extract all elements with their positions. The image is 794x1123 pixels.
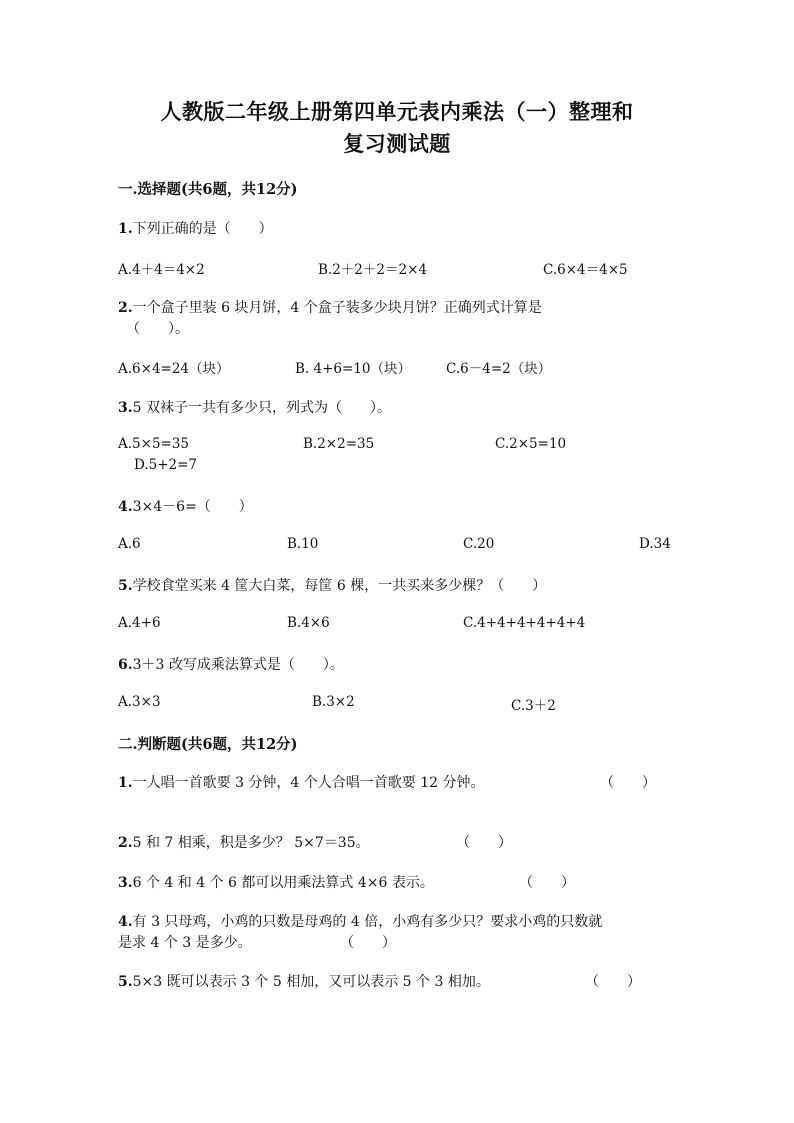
question-number: 3. bbox=[118, 400, 133, 416]
option-b[interactable]: B.2＋2＋2＝2×4 bbox=[318, 262, 427, 278]
section-heading: 二.判断题(共6题，共12分) bbox=[118, 736, 298, 753]
judge-question-3 bbox=[118, 872, 434, 892]
option-b[interactable]: B.4×6 bbox=[287, 615, 330, 631]
question-text: 学校食堂买来 4 筐大白菜，每筐 6 棵，一共买来多少棵？（ ） bbox=[132, 578, 547, 594]
option-c[interactable]: C.3＋2 bbox=[511, 698, 556, 714]
page-title: 人教版二年级上册第四单元表内乘法（一）整理和 bbox=[160, 99, 634, 124]
question-5 bbox=[118, 575, 546, 595]
question-number: 3. bbox=[118, 875, 133, 891]
option-d[interactable]: D.5+2=7 bbox=[134, 457, 198, 473]
option-b[interactable]: B.2×2=35 bbox=[303, 436, 375, 452]
question-text-continued: 是求 4 个 3 是多少。 bbox=[118, 935, 252, 951]
question-text: 6 个 4 和 4 个 6 都可以用乘法算式 4×6 表示。 bbox=[132, 875, 434, 891]
judge-question-1 bbox=[118, 772, 485, 792]
option-a[interactable]: A.6×4=24（块） bbox=[118, 361, 230, 377]
option-c[interactable]: C.6×4＝4×5 bbox=[543, 262, 628, 278]
option-c[interactable]: C.6－4=2（块） bbox=[446, 361, 552, 377]
question-4 bbox=[118, 496, 253, 516]
section-heading: 一.选择题(共6题，共12分) bbox=[118, 181, 298, 198]
question-1 bbox=[118, 218, 273, 238]
page-title-line2: 复习测试题 bbox=[343, 131, 451, 156]
option-a[interactable]: A.6 bbox=[118, 536, 141, 552]
question-6 bbox=[118, 654, 344, 674]
option-a[interactable]: A.4＋4＝4×2 bbox=[118, 262, 205, 278]
question-text: 一人唱一首歌要 3 分钟，4 个人合唱一首歌要 12 分钟。 bbox=[132, 775, 485, 791]
option-a[interactable]: A.5×5=35 bbox=[118, 436, 190, 452]
answer-blank[interactable]: （ ） bbox=[585, 974, 641, 990]
question-number: 5. bbox=[118, 578, 133, 594]
option-c[interactable]: C.20 bbox=[463, 536, 495, 552]
question-number: 1. bbox=[118, 775, 133, 791]
question-text: 3＋3 改写成乘法算式是（ ）。 bbox=[132, 657, 344, 673]
option-a[interactable]: A.4+6 bbox=[118, 615, 161, 631]
question-text: 5×3 既可以表示 3 个 5 相加，又可以表示 5 个 3 相加。 bbox=[132, 974, 490, 990]
question-number: 4. bbox=[118, 499, 133, 515]
answer-blank[interactable]: （ ） bbox=[519, 875, 575, 891]
answer-blank[interactable]: （ ） bbox=[456, 835, 512, 851]
question-number: 2. bbox=[118, 835, 133, 851]
option-b[interactable]: B. 4+6=10（块） bbox=[295, 361, 411, 377]
question-2 bbox=[118, 297, 542, 317]
question-text: 一个盒子里装 6 块月饼，4 个盒子装多少块月饼？正确列式计算是 bbox=[132, 300, 542, 316]
option-b[interactable]: B.10 bbox=[287, 536, 319, 552]
option-b[interactable]: B.3×2 bbox=[312, 694, 355, 710]
question-text: 下列正确的是（ ） bbox=[132, 221, 273, 237]
judge-question-2 bbox=[118, 832, 370, 852]
judge-question-4 bbox=[118, 911, 602, 931]
option-c[interactable]: C.2×5=10 bbox=[495, 436, 567, 452]
question-number: 5. bbox=[118, 974, 133, 990]
question-number: 2. bbox=[118, 300, 133, 316]
question-3 bbox=[118, 397, 391, 417]
answer-blank[interactable]: （ ） bbox=[600, 775, 656, 791]
question-text: 有 3 只母鸡，小鸡的只数是母鸡的 4 倍，小鸡有多少只？要求小鸡的只数就 bbox=[132, 914, 603, 930]
answer-blank[interactable]: （ ） bbox=[340, 935, 396, 951]
question-number: 6. bbox=[118, 657, 133, 673]
judge-question-5 bbox=[118, 971, 490, 991]
question-number: 1. bbox=[118, 221, 133, 237]
question-number: 4. bbox=[118, 914, 133, 930]
question-text: 5 和 7 相乘，积是多少？ 5×7＝35。 bbox=[132, 835, 370, 851]
option-a[interactable]: A.3×3 bbox=[118, 694, 161, 710]
option-d[interactable]: D.34 bbox=[639, 536, 671, 552]
option-c[interactable]: C.4+4+4+4+4+4 bbox=[463, 615, 586, 631]
question-text-continued: （ ）。 bbox=[126, 321, 189, 337]
question-text: 3×4－6=（ ） bbox=[132, 499, 253, 515]
question-text: 5 双袜子一共有多少只，列式为（ ）。 bbox=[132, 400, 391, 416]
